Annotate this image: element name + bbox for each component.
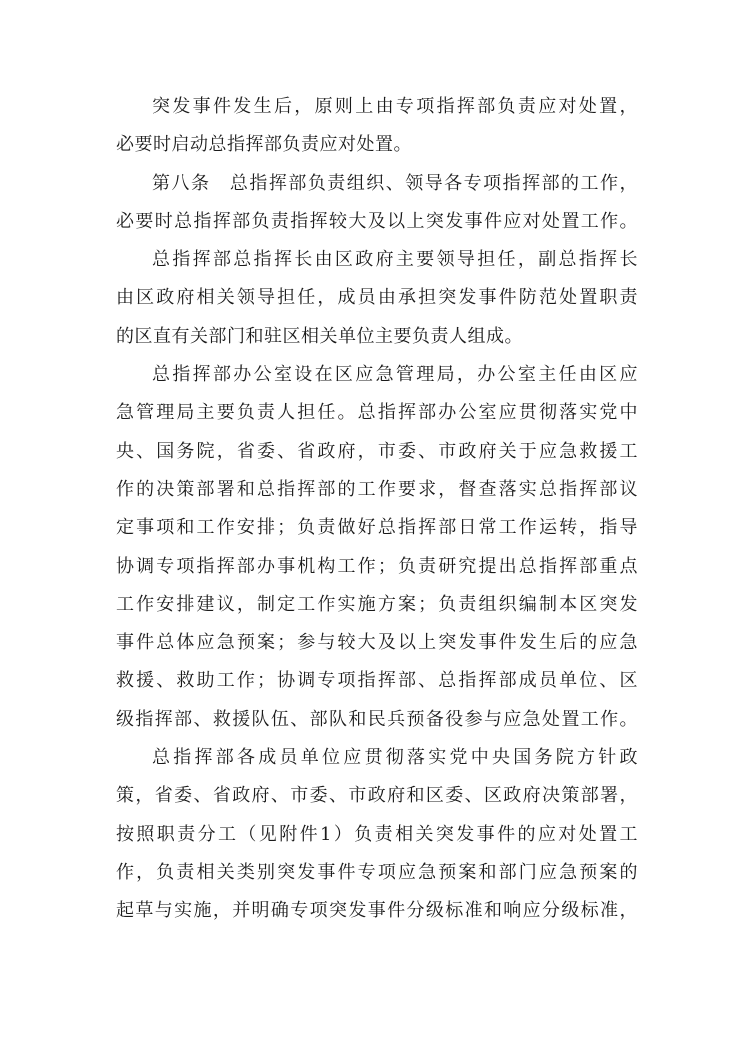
text-line: 的区直有关部门和驻区相关单位主要负责人组成。: [116, 325, 523, 347]
text-line: 策，省委、省政府、市委、市政府和区委、区政府决策部署，: [116, 785, 638, 807]
text-line: 救援、救助工作；协调专项指挥部、总指挥部成员单位、区: [116, 670, 638, 692]
text-line: 按照职责分工（见附件1）负责相关突发事件的应对处置工: [116, 823, 638, 845]
text-line: 总指挥部各成员单位应贯彻落实党中央国务院方针政: [152, 747, 638, 769]
text-line: 工作安排建议，制定工作实施方案；负责组织编制本区突发: [116, 593, 638, 615]
text-line: 第八条 总指挥部负责组织、领导各专项指挥部的工作，: [152, 172, 638, 194]
text-line: 急管理局主要负责人担任。总指挥部办公室应贯彻落实党中: [116, 402, 638, 424]
text-line: 突发事件发生后，原则上由专项指挥部负责应对处置，: [152, 96, 638, 117]
text-line: 级指挥部、救援队伍、部队和民兵预备役参与应急处置工作。: [116, 708, 638, 730]
document-body: [116, 88, 638, 931]
text-line: 必要时启动总指挥部负责应对处置。: [116, 134, 412, 156]
text-line: 定事项和工作安排；负责做好总指挥部日常工作运转，指导: [116, 517, 638, 539]
text-line: 总指挥部办公室设在区应急管理局，办公室主任由区应: [152, 364, 638, 386]
text-line: 总指挥部总指挥长由区政府主要领导担任，副总指挥长: [152, 249, 638, 271]
text-line: 央、国务院，省委、省政府，市委、市政府关于应急救援工: [116, 440, 638, 462]
text-line: 由区政府相关领导担任，成员由承担突发事件防范处置职责: [116, 287, 638, 309]
text-line: 作的决策部署和总指挥部的工作要求，督查落实总指挥部议: [116, 478, 638, 500]
text-line: 作，负责相关类别突发事件专项应急预案和部门应急预案的: [116, 861, 638, 883]
text-line: 协调专项指挥部办事机构工作；负责研究提出总指挥部重点: [116, 555, 638, 577]
text-line: 起草与实施，并明确专项突发事件分级标准和响应分级标准，: [116, 900, 638, 922]
text-line: 事件总体应急预案；参与较大及以上突发事件发生后的应急: [116, 632, 638, 654]
text-line: 必要时总指挥部负责指挥较大及以上突发事件应对处置工作。: [116, 210, 638, 232]
